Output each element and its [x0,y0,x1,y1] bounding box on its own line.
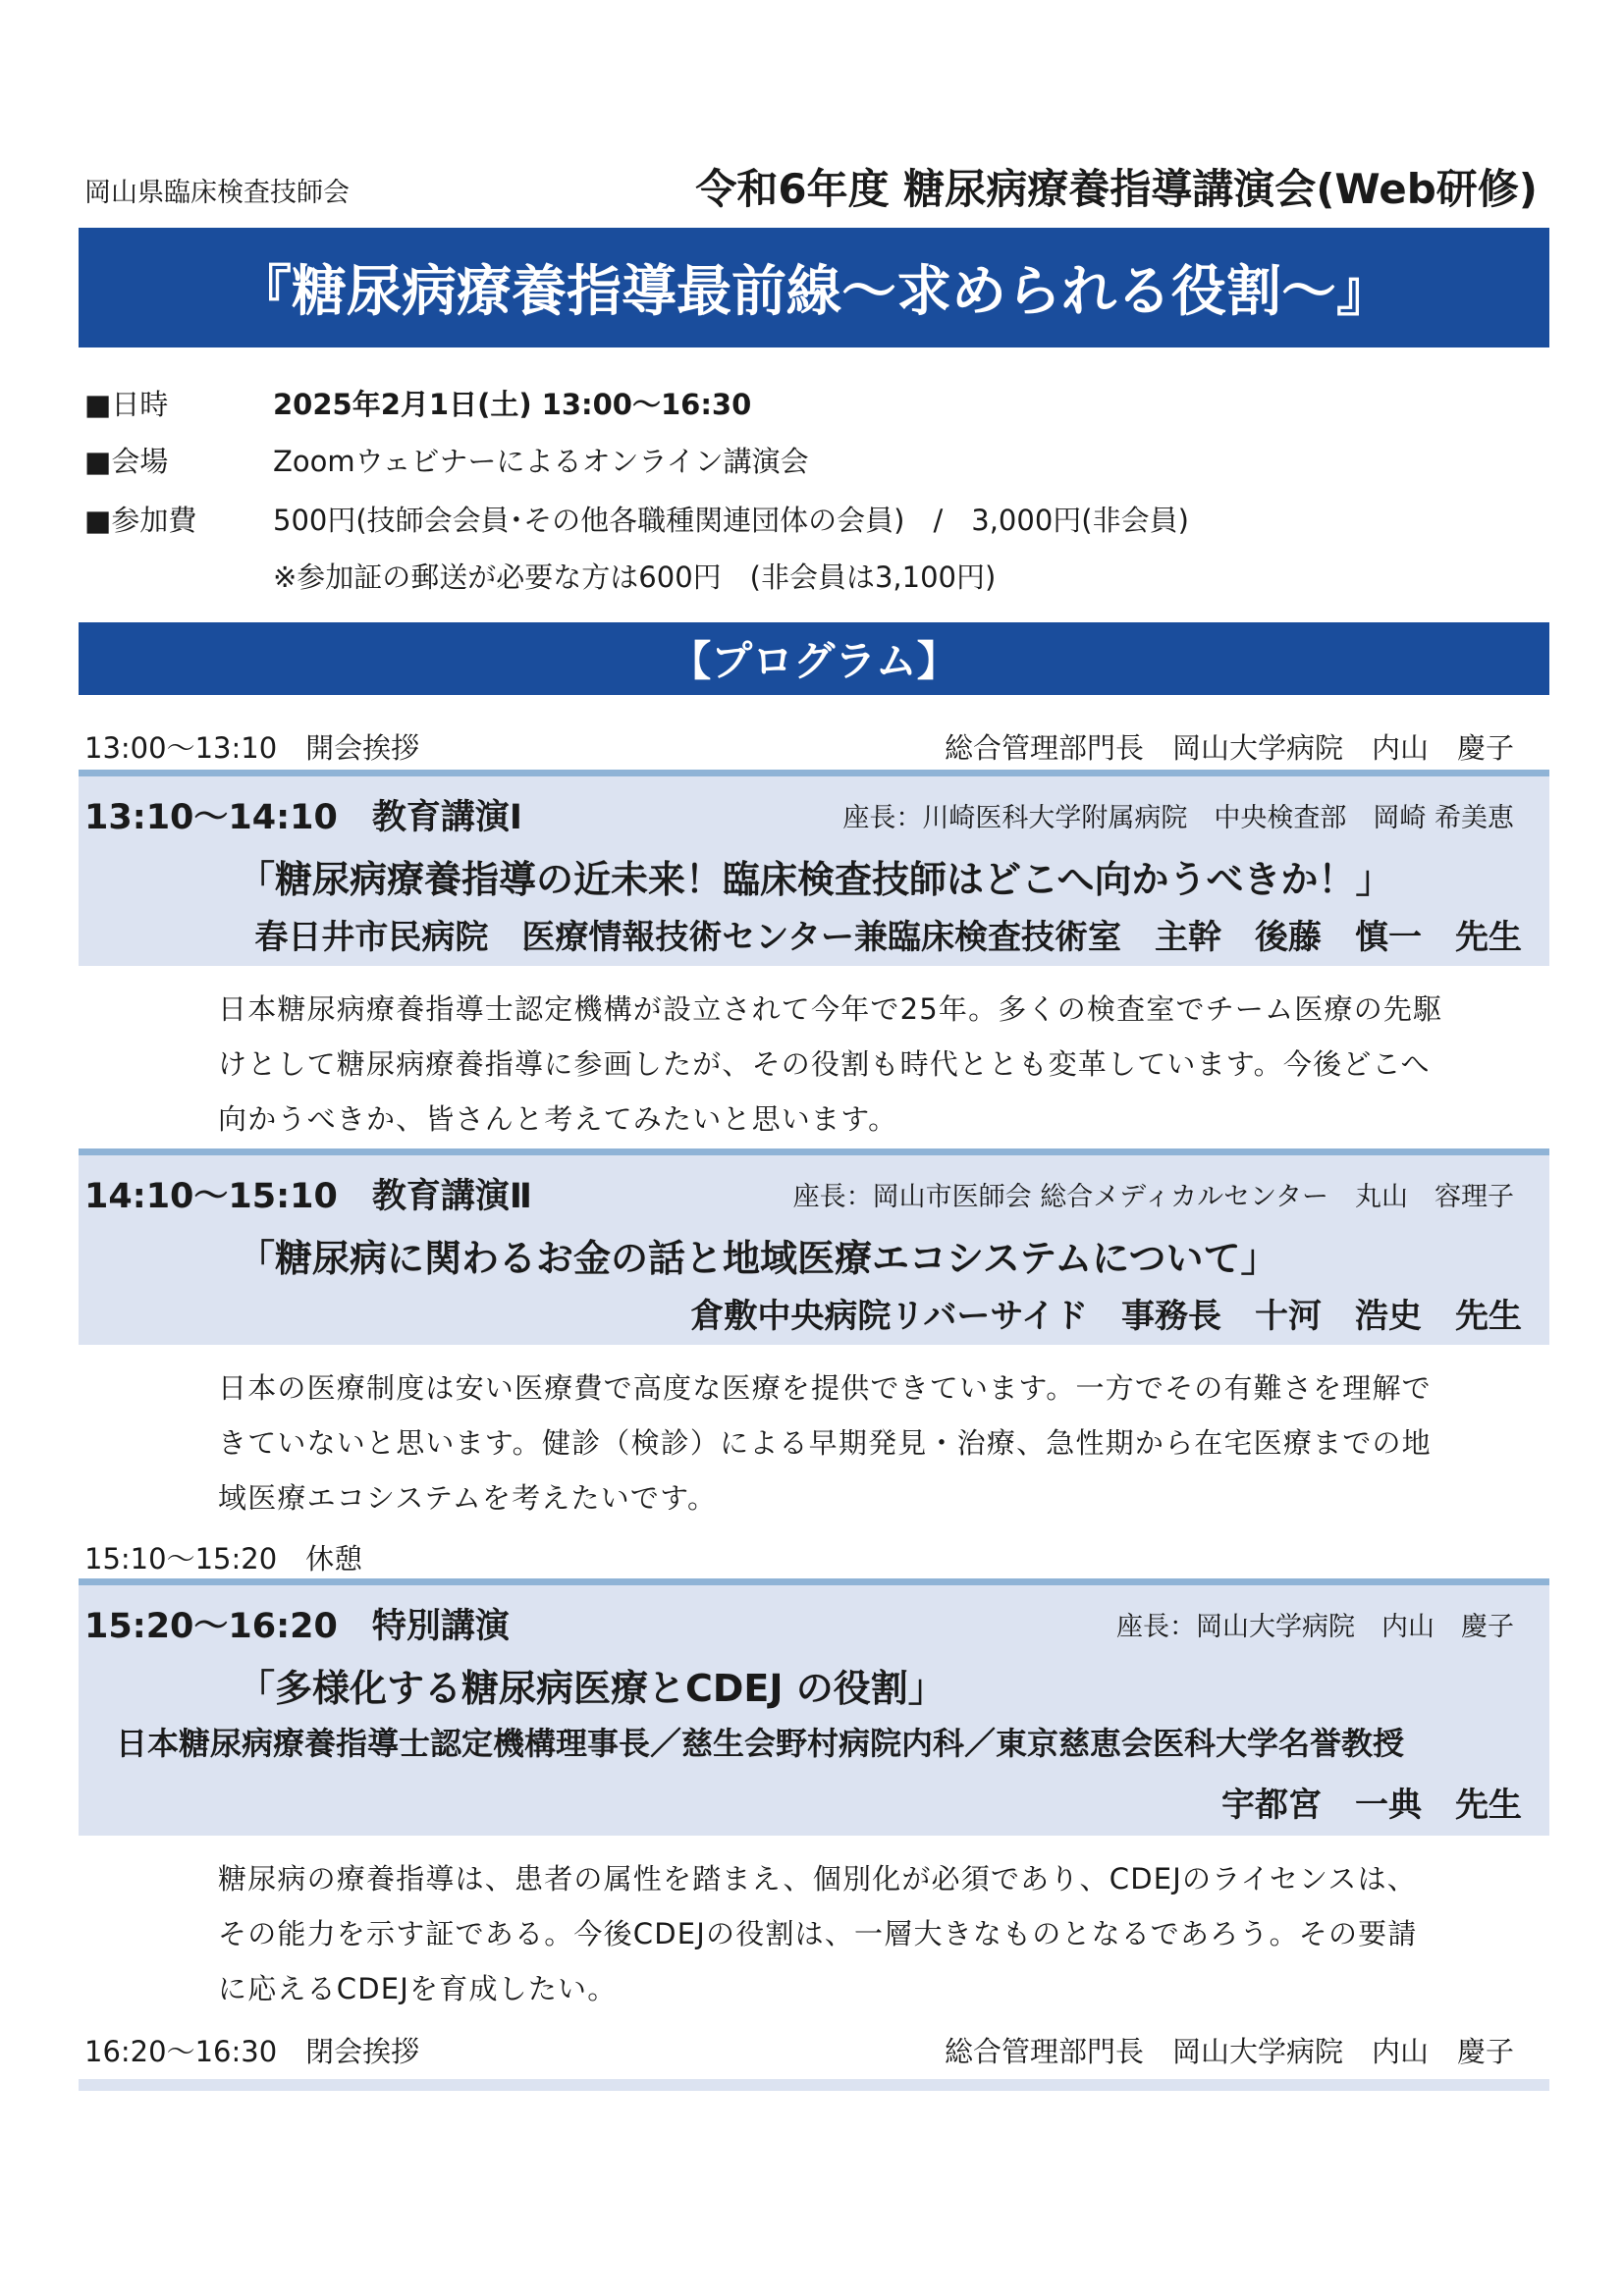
lecture2-title: 「糖尿病に関わるお金の話と地域医療エコシステムについて」 [238,1237,1278,1280]
abstract-line: 域医療エコシステムを考えたいです。 [218,1481,718,1515]
venue-value: Zoomウェビナーによるオンライン講演会 [273,445,809,478]
program-heading: 【プログラム】 [670,637,958,685]
lecture1-speaker: 春日井市民病院 医療情報技術センター兼臨床検査技術室 主幹 後藤 慎一 先生 [254,918,1522,957]
main-title: 『糖尿病療養指導最前線～求められる役割～』 [237,260,1391,324]
lecture3-time-title: 15:20～16:20 特別講演 [84,1607,510,1646]
lecture1-abstract [218,982,1530,1147]
date-value: 2025年2月1日(土) 13:00～16:30 [273,388,752,421]
abstract-line: きていないと思います。健診（検診）による早期発見・治療、急性期から在宅医療までの地 [218,1426,1432,1460]
lecture3-section [79,1578,1549,1836]
abstract-line: けとして糖尿病療養指導に参画したが、その役割も時代ととも変革しています。今後どこへ [218,1047,1431,1081]
lecture3-chair: 座長：岡山大学病院 内山 慶子 [1116,1612,1514,1642]
organization-name: 岡山県臨床検査技師会 [84,178,350,208]
abstract-line: 向かうべきか、皆さんと考えてみたいと思います。 [218,1102,898,1136]
abstract-line: 糖尿病の療養指導は、患者の属性を踏まえ、個別化が必須であり、CDEJのライセンスは、 [218,1862,1417,1896]
fee-label: ■参加費 [84,504,197,537]
lecture3-speaker: 宇都宮 一典 先生 [1221,1786,1522,1825]
closing-speaker: 総合管理部門長 岡山大学病院 内山 慶子 [944,2035,1514,2068]
opening-speaker: 総合管理部門長 岡山大学病院 内山 慶子 [944,731,1514,765]
lecture3-title: 「多様化する糖尿病医療とCDEJ の役割」 [238,1667,946,1710]
lecture2-chair: 座長：岡山市医師会 総合メディカルセンター 丸山 容理子 [792,1182,1514,1212]
lecture2-speaker: 倉敷中央病院リバーサイド 事務長 十河 浩史 先生 [690,1297,1522,1336]
break-time-title: 15:10～15:20 休憩 [84,1542,363,1575]
abstract-line: その能力を示す証である。今後CDEJの役割は、一層大きなものとなるであろう。その要請 [218,1917,1418,1950]
abstract-line: 日本糖尿病療養指導士認定機構が設立されて今年で25年。多くの検査室でチーム医療の先駆 [218,992,1443,1026]
lecture2-abstract [218,1361,1530,1525]
program-banner [79,622,1549,695]
abstract-line: に応えるCDEJを育成したい。 [218,1972,618,2005]
closing-bar [79,2079,1549,2091]
lecture2-time-title: 14:10～15:10 教育講演Ⅱ [84,1177,532,1216]
fee-note: ※参加証の郵送が必要な方は600円 (非会員は3,100円) [273,561,997,594]
fee-value: 500円(技師会会員･その他各職種関連団体の会員) / 3,000円(非会員) [273,504,1189,537]
lecture1-time-title: 13:10～14:10 教育講演Ⅰ [84,798,522,837]
event-title: 令和6年度 糖尿病療養指導講演会(Web研修) [695,165,1538,213]
lecture2-section [79,1148,1549,1345]
opening-time-title: 13:00～13:10 開会挨拶 [84,731,420,765]
closing-time-title: 16:20～16:30 閉会挨拶 [84,2035,420,2068]
lecture1-section [79,770,1549,966]
date-label: ■日時 [84,388,169,421]
abstract-line: 日本の医療制度は安い医療費で高度な医療を提供できています。一方でその有難さを理解で [218,1371,1432,1405]
venue-label: ■会場 [84,445,169,478]
lecture3-affiliation: 日本糖尿病療養指導士認定機構理事長／慈生会野村病院内科／東京慈恵会医科大学名誉教授 [116,1725,1405,1762]
lecture1-title: 「糖尿病療養指導の近未来！臨床検査技師はどこへ向かうべきか！」 [238,858,1393,901]
lecture3-abstract [218,1851,1530,2016]
main-title-banner [79,228,1549,347]
lecture1-chair: 座長：川崎医科大学附属病院 中央検査部 岡崎 希美恵 [842,803,1514,833]
